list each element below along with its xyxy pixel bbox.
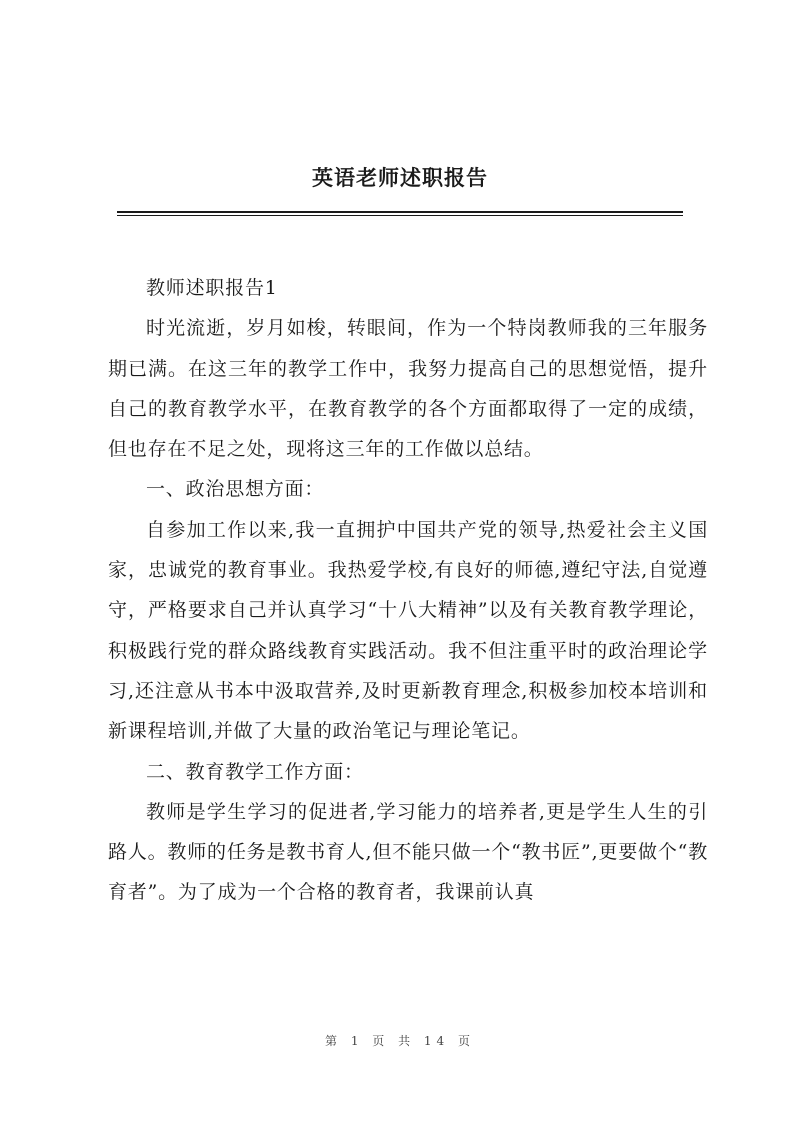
section-heading-teaching: 二、教育教学工作方面： [146, 760, 364, 783]
document-title: 英语老师述职报告 [312, 165, 488, 190]
document-body [108, 268, 708, 913]
teaching-paragraph: 教师是学生学习的促进者,学习能力的培养者,更是学生人生的引路人。教师的任务是教书育人,但不能只做一个“教书匠”,更要做个“教育者”。为了成为一个合格的教育者，我课前认真 [108, 800, 708, 904]
political-paragraph: 自参加工作以来,我一直拥护中国共产党的领导,热爱社会主义国家，忠诚党的教育事业。我热爱学校,有良好的师德,遵纪守法,自觉遵守，严格要求自己并认真学习“十八大精神”以及有关教育教学理论，积极践行党的群众路线教育实践活动。我不但注重平时的政治理论学习,还注意从书本中汲取营养,及时更新教育理念,积极参加校本培训和新课程培训,并做了大量的政治笔记与理论笔记。 [108, 518, 708, 743]
page-footer: 第 1 页 共 14 页 [325, 1034, 475, 1048]
section-heading-report: 教师述职报告1 [146, 277, 278, 299]
section-heading-political: 一、政治思想方面： [146, 478, 325, 501]
title-underline-thick [117, 211, 683, 213]
intro-paragraph: 时光流逝，岁月如梭，转眼间，作为一个特岗教师我的三年服务期已满。在这三年的教学工作中，我努力提高自己的思想觉悟，提升自己的教育教学水平，在教育教学的各个方面都取得了一定的成绩，但也存在不足之处，现将这三年的工作做以总结。 [108, 317, 708, 461]
title-underline-thin [117, 215, 683, 216]
